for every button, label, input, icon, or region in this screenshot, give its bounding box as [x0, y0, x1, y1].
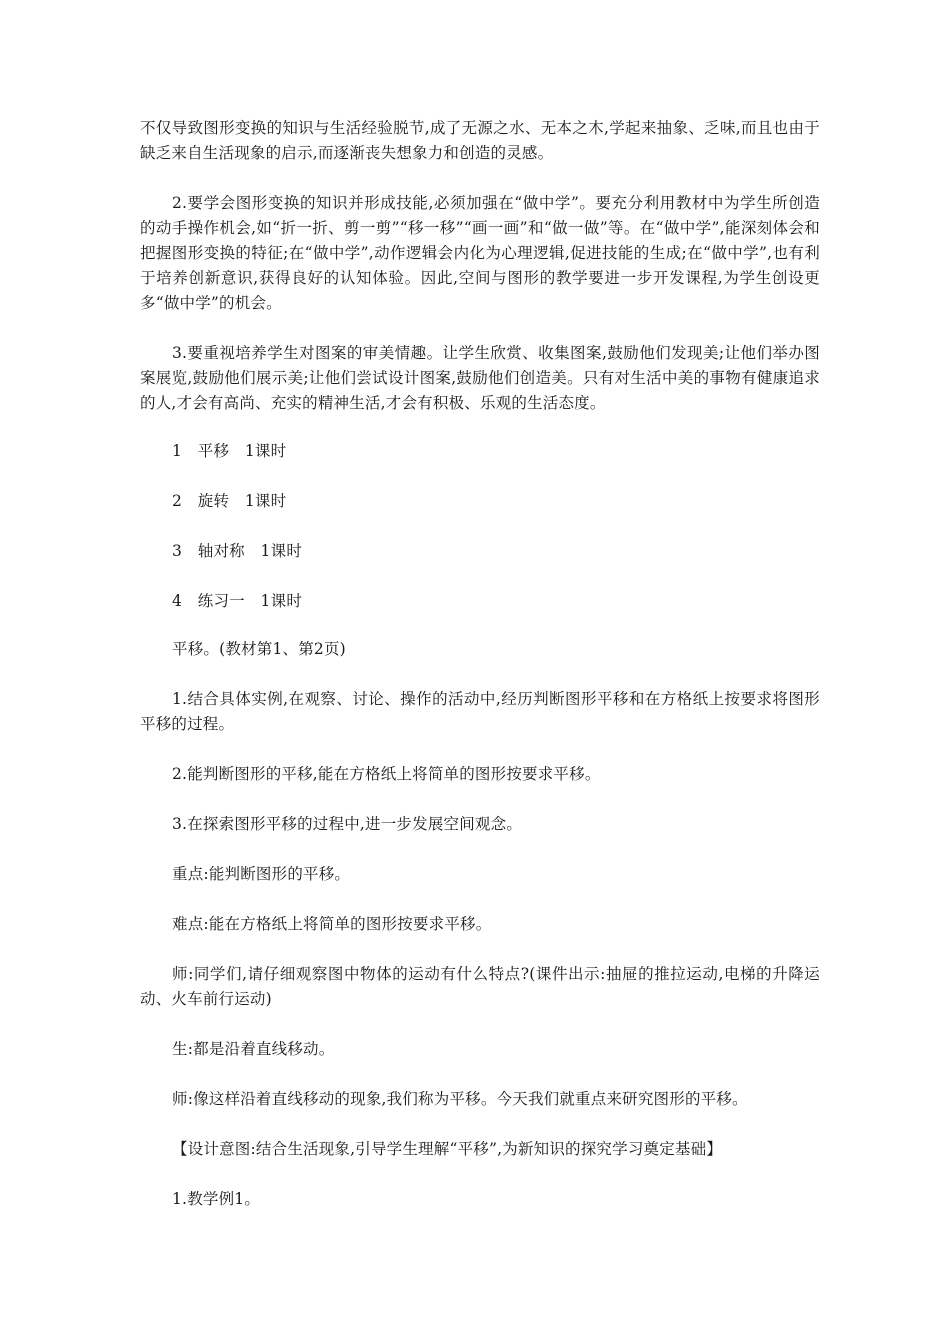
- design-intent-note: 【设计意图:结合生活现象,引导学生理解“平移”,为新知识的探究学习奠定基础】: [172, 1140, 723, 1158]
- lesson-title: 平移。(教材第1、第2页): [172, 640, 346, 658]
- schedule-item-rotation: 2 旋转 1课时: [172, 492, 287, 510]
- schedule-item-exercise-one: 4 练习一 1课时: [172, 592, 303, 610]
- objective-1: 1.结合具体实例,在观察、讨论、操作的活动中,经历判断图形平移和在方格纸上按要求将图形平移的过程。: [140, 690, 820, 733]
- dialogue-teacher-explanation: 师:像这样沿着直线移动的现象,我们称为平移。今天我们就重点来研究图形的平移。: [172, 1090, 748, 1108]
- schedule-item-axial-symmetry: 3 轴对称 1课时: [172, 542, 303, 560]
- difficulty-point: 难点:能在方格纸上将简单的图形按要求平移。: [172, 915, 492, 933]
- key-point: 重点:能判断图形的平移。: [172, 865, 351, 883]
- paragraph-intro-continuation: 不仅导致图形变换的知识与生活经验脱节,成了无源之水、无本之木,学起来抽象、乏味,而且也由于缺乏来自生活现象的启示,而逐渐丧失想象力和创造的灵感。: [140, 119, 820, 162]
- dialogue-teacher-question: 师:同学们,请仔细观察图中物体的运动有什么特点?(课件出示:抽屉的推拉运动,电梯的升降运动、火车前行运动): [140, 965, 820, 1008]
- objective-2: 2.能判断图形的平移,能在方格纸上将简单的图形按要求平移。: [172, 765, 601, 783]
- dialogue-student-answer: 生:都是沿着直线移动。: [172, 1040, 335, 1058]
- paragraph-aesthetic-interest: 3.要重视培养学生对图案的审美情趣。让学生欣赏、收集图案,鼓励他们发现美;让他们举办图案展览,鼓励他们展示美;让他们尝试设计图案,鼓励他们创造美。只有对生活中美的事物有健康追求的人,才会有高尚、充实的精神生活,才会有积极、乐观的生活态度。: [140, 344, 820, 412]
- objective-3: 3.在探索图形平移的过程中,进一步发展空间观念。: [172, 815, 523, 833]
- schedule-item-translation: 1 平移 1课时: [172, 442, 287, 460]
- paragraph-learning-by-doing: 2.要学会图形变换的知识并形成技能,必须加强在“做中学”。要充分利用教材中为学生所创造的动手操作机会,如“折一折、剪一剪”“移一移”“画一画”和“做一做”等。在“做中学”,能深刻体会和把握图形变换的特征;在“做中学”,动作逻辑会内化为心理逻辑,促进技能的生成;在“做中学”,也有利于培养创新意识,获得良好的认知体验。因此,空间与图形的教学要进一步开发课程,为学生创设更多“做中学”的机会。: [140, 194, 820, 312]
- example-heading: 1.教学例1。: [172, 1190, 261, 1208]
